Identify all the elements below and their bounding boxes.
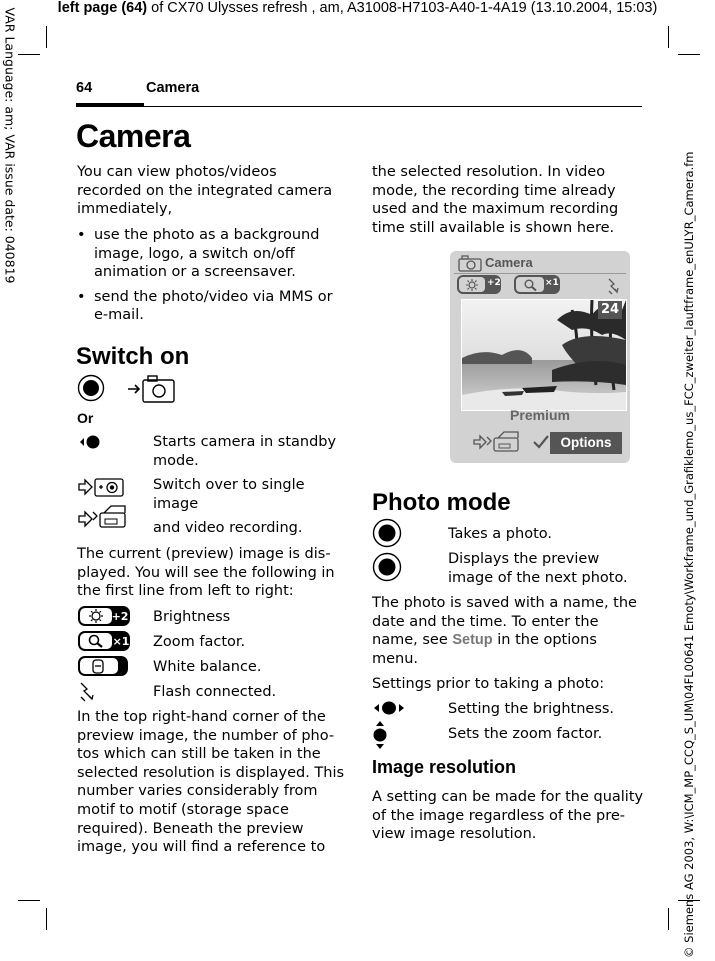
- white-balance-icon: [77, 655, 129, 677]
- arrow-camera-icon: [126, 374, 178, 404]
- saved-line: date and the time. To enter the: [372, 613, 599, 630]
- print-header-page: left page (64): [57, 0, 148, 16]
- preview-paragraph: [77, 545, 352, 601]
- intro-paragraph: [77, 163, 342, 219]
- saved-paragraph: [372, 594, 647, 668]
- phone-flash-icon: [606, 277, 622, 295]
- settings-row-text: Sets the zoom factor.: [448, 726, 603, 742]
- crop-mark: [46, 908, 47, 930]
- switch-row-text: Starts camera in standby mode.: [153, 434, 337, 469]
- phone-title: Camera: [485, 255, 533, 270]
- saved-line: The photo is saved with a name, the: [372, 595, 637, 611]
- preview-line: played. You will see the following in: [77, 564, 335, 581]
- crop-mark: [18, 54, 40, 55]
- intro-text: You can view photos/videos recorded on the integrated camera immediately,: [77, 164, 333, 218]
- settings-row-text: Setting the brightness.: [448, 701, 615, 717]
- image-resolution-paragraph: [372, 788, 647, 844]
- corner-paragraph: [77, 708, 357, 857]
- bullet-text: use the photo as a background image, logo, a switch on/off animation or a screensaver.: [94, 227, 320, 281]
- corner-line: tos which can still be taken in the: [77, 746, 321, 763]
- side-text-right-label: © Siemens AG 2003, W:\ICM_MP_CCQ_S_UM\04FL00641 Emoty\Workframe_und_Grafiklemo_us_FCC_zweiter_lauftframe_enULYR_Camera.fm: [682, 151, 696, 958]
- nav-up-down-icon: [372, 719, 388, 751]
- corner-line: selected resolution is displayed. This: [77, 764, 345, 781]
- resolution-line: of the image regardless of the pre-: [372, 807, 625, 824]
- saved-line: [372, 631, 647, 650]
- corner-line: In the top right-hand corner of the: [77, 709, 326, 725]
- crop-mark: [668, 908, 669, 930]
- preview-line: the first line from left to right:: [77, 583, 294, 600]
- running-head-page: 64: [76, 80, 93, 96]
- crop-mark: [668, 26, 669, 48]
- list-item: [77, 288, 342, 325]
- page-title: Camera: [76, 118, 191, 154]
- right-intro-paragraph: [372, 163, 642, 237]
- photo-row-text: Takes a photo.: [448, 526, 552, 542]
- or-label: Or: [77, 410, 94, 426]
- photo-row-text: Displays the preview image of the next photo.: [448, 551, 628, 586]
- image-resolution-heading: Image resolution: [372, 757, 517, 777]
- center-key-icon: [372, 552, 402, 582]
- preview-line: The current (preview) image is dis-: [77, 546, 331, 562]
- side-text-left-label: VAR Language: am; VAR issue date: 040819: [2, 7, 18, 284]
- right-intro-line: time still available is shown here.: [372, 219, 615, 236]
- right-intro-line: used and the maximum recording: [372, 201, 619, 218]
- print-header-rest: of CX70 Ulysses refresh , am, A31008-H7103-A40-1-4A19 (13.10.2004, 15:03): [147, 0, 658, 16]
- zoom-icon: [77, 630, 131, 652]
- saved-line-start: name, see: [372, 632, 453, 649]
- phone-brightness-icon: [457, 275, 501, 294]
- options-softkey[interactable]: Options: [550, 432, 622, 454]
- side-text-right: [682, 0, 698, 958]
- right-intro-line: the selected resolution. In video: [372, 164, 606, 180]
- phone-zoom-icon: [514, 275, 560, 294]
- camera-title-icon: [457, 254, 483, 272]
- switch-on-heading: Switch on: [76, 343, 190, 370]
- icon-row-text: Brightness: [153, 609, 231, 625]
- phone-screen: [450, 251, 630, 463]
- running-head-section: Camera: [146, 80, 200, 96]
- phone-brightness-value: +2: [487, 278, 501, 288]
- phone-title-rule: [454, 273, 626, 274]
- switch-row-text: and video recording.: [153, 520, 303, 536]
- corner-line: required). Beneath the preview: [77, 820, 304, 837]
- saved-line-end: in the options: [492, 632, 597, 649]
- bullet-text: send the photo/video via MMS or e-mail.: [94, 288, 333, 324]
- saved-line: menu.: [372, 650, 419, 667]
- running-head-rule: [76, 106, 642, 107]
- corner-line: motif to motif (storage space: [77, 801, 289, 818]
- switch-video-icon: [77, 503, 129, 529]
- brightness-icon: [77, 605, 131, 627]
- svg-text:×1: ×1: [112, 635, 130, 648]
- print-header: [0, 0, 715, 16]
- resolution-line: A setting can be made for the quality: [372, 789, 644, 805]
- remaining-count: 24: [598, 301, 622, 319]
- phone-video-switch-icon: [472, 429, 522, 453]
- resolution-line: view image resolution.: [372, 826, 537, 843]
- bullet-list: [77, 226, 342, 325]
- icon-row-text: Zoom factor.: [153, 634, 246, 650]
- running-head-rule-thick: [76, 103, 144, 106]
- list-item: [77, 226, 342, 282]
- photo-mode-heading: Photo mode: [372, 489, 511, 516]
- crop-mark: [46, 26, 47, 48]
- crop-mark: [18, 900, 40, 901]
- phone-zoom-value: ×1: [545, 278, 559, 288]
- switch-row-text: Switch over to single image: [153, 477, 305, 512]
- nav-left-right-icon: [372, 700, 406, 716]
- corner-line: image, you will find a reference to: [77, 839, 326, 856]
- nav-left-key-icon: [77, 434, 103, 450]
- side-text-left: [3, 8, 18, 328]
- icon-row-text: Flash connected.: [153, 684, 277, 700]
- flash-icon: [77, 680, 99, 702]
- settings-prior-text: Settings prior to taking a photo:: [372, 676, 605, 692]
- center-key-icon: [77, 374, 105, 402]
- right-intro-line: mode, the recording time already: [372, 182, 616, 199]
- switch-photo-icon: [77, 476, 127, 498]
- corner-line: number varies considerably from: [77, 783, 318, 800]
- check-icon: [532, 433, 550, 451]
- corner-line: preview image, the number of pho-: [77, 727, 335, 744]
- setup-link: Setup: [452, 632, 493, 649]
- svg-text:+2: +2: [111, 610, 129, 623]
- resolution-label: Premium: [510, 407, 570, 423]
- icon-row-text: White balance.: [153, 659, 262, 675]
- center-key-icon: [372, 518, 402, 548]
